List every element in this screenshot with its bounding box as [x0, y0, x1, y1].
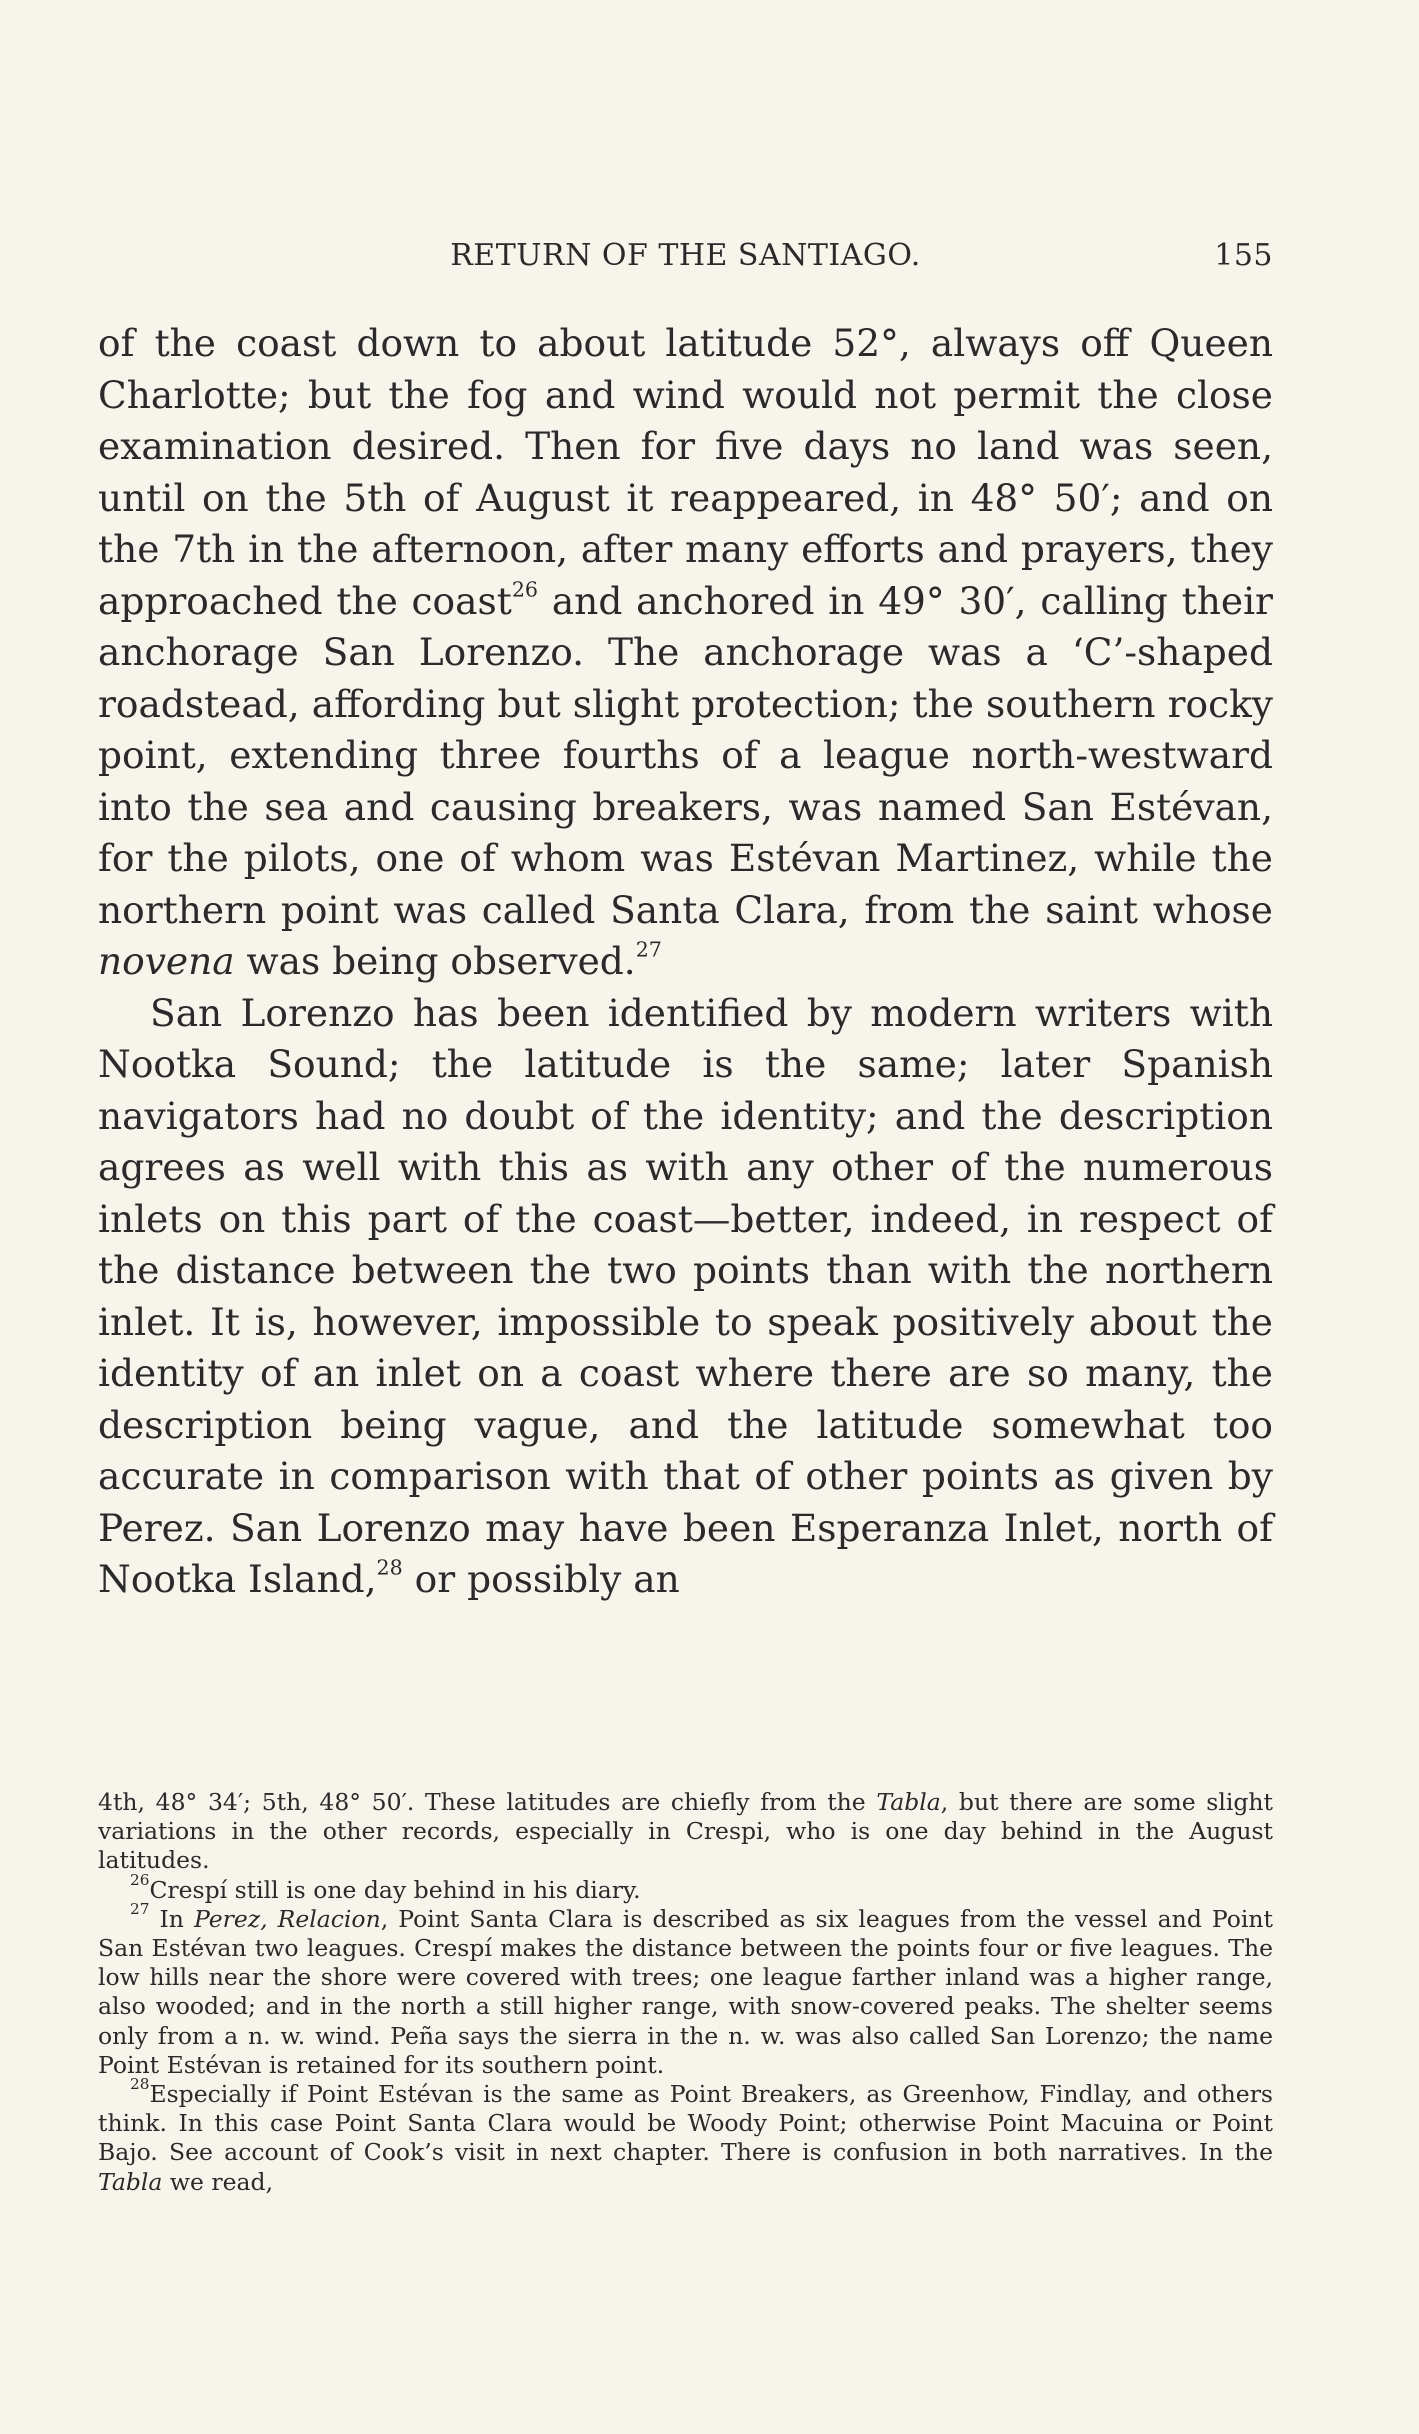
footnote-ref-27: 27: [635, 937, 662, 962]
footnote-28: $^{28}$Especially if Point Estévan is the same as Point Breakers, as Greenhow, Findlay, and others think. In this case Point Santa Clara would be Woody Point; otherwise Point Macuina or Point Bajo. See account of Cook’s visit in next chapter. There is confusion in both narratives. In the Tabla we read,: [98, 2075, 1273, 2196]
footnote-27: $^{27}$ In Perez, Relacion, Point Santa Clara is described as six leagues from the vessel and Point San Estévan two leagues. Crespí makes the distance between the points four or five leagues. The low hills near the shore were covered with trees; one league farther inland was a higher range, also wooded; and in the north a still higher range, with snow-covered peaks. The shelter seems only from a n. w. wind. Peña says the sierra in the n. w. was also called San Lorenzo; the name Point Estévan is retained for its southern point.: [98, 1899, 1274, 2079]
footnote-26: $^{26}$Crespí still is one day behind in his diary.: [130, 1870, 641, 1904]
page-number: 155: [1214, 238, 1273, 273]
footnote-ref-26: 26: [511, 576, 539, 601]
paragraph-1: of the coast down to about latitude 52°, always off Queen Charlotte; but the fog and wind would not permit the close examination desired. Then for five days no land was seen, until on the 5th of August it reappeared, in 48° 50′; and on the 7th in the afternoon, after many efforts and prayers, they approached the coast$^{26}$ and anchored in 49° 30′, calling their anchorage San Lorenzo. The anchorage was a ‘C’-shaped roadstead, affording but slight protection; the southern rocky point, extending three fourths of a league north-westward into the sea and causing breakers, was named San Estévan, for the pilots, one of whom was Estévan Martinez, while the northern point was called Santa Clara, from the saint whose novena was being observed.$^{27}$: [98, 321, 1273, 983]
footnote-continued: 4th, 48° 34′; 5th, 48° 50′. These latitudes are chiefly from the Tabla, but there are some slight variations in the other records, especially in Crespi, who is one day behind in the August latitudes.: [98, 1788, 1273, 1875]
main-text: [98, 318, 1273, 1606]
paragraph-2: San Lorenzo has been identified by modern writers with Nootka Sound; the latitude is the same; later Spanish navigators had no doubt of the identity; and the description agrees as well with this as with any other of the numerous inlets on this part of the coast—better, indeed, in respect of the distance between the two points than with the northern inlet. It is, however, impossible to speak positively about the identity of an inlet on a coast where there are so many, the description being vague, and the latitude somewhat too accurate in comparison with that of other points as given by Perez. San Lorenzo may have been Esperanza Inlet, north of Nootka Island,$^{28}$ or possibly an: [98, 990, 1273, 1601]
italic-term: novena: [98, 939, 235, 983]
page-header: [98, 238, 1273, 273]
running-title: RETURN OF THE SANTIAGO.: [450, 238, 921, 273]
footnote-ref-28: 28: [376, 1555, 403, 1580]
footnotes: [98, 1788, 1273, 2197]
